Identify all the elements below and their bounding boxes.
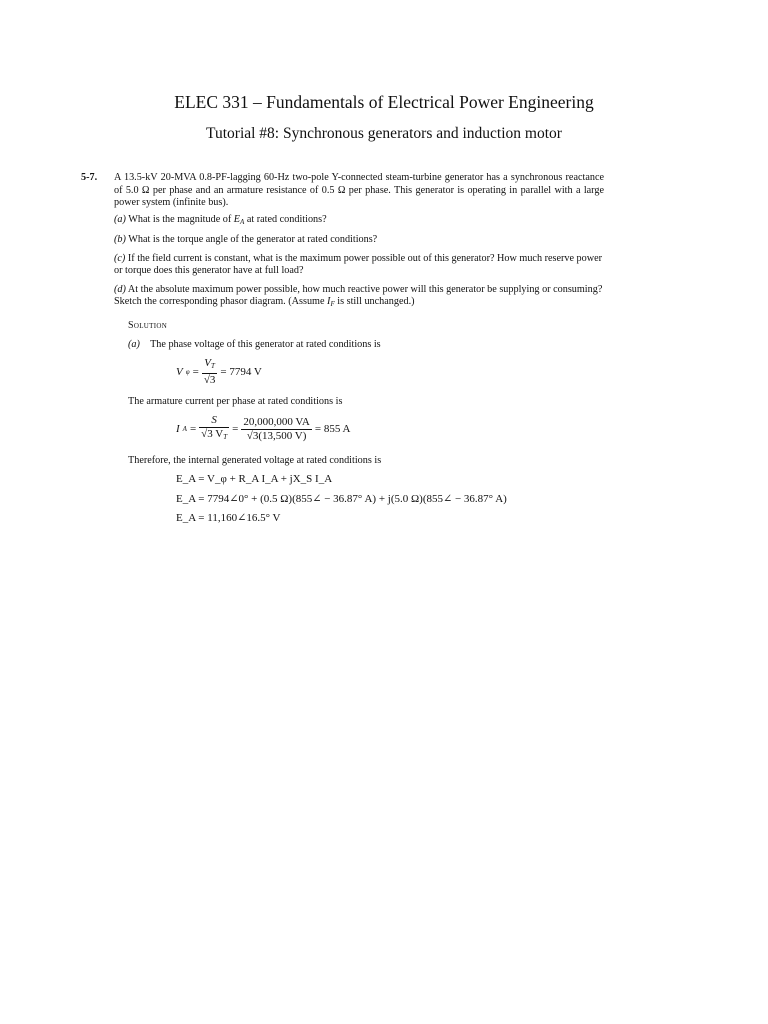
document-title: ELEC 331 – Fundamentals of Electrical Power Engineering (174, 92, 594, 112)
eq2-num2: 20,000,000 VA (243, 415, 310, 428)
solution-a-label: (a) (128, 339, 140, 350)
part-b (114, 234, 604, 247)
eq1-result: = 7794 V (220, 366, 262, 378)
part-a-label: (a) (114, 213, 126, 225)
part-d-label: (d) (114, 283, 126, 295)
part-a-text: What is the magnitude of (128, 213, 232, 225)
problem-statement: A 13.5-kV 20-MVA 0.8-PF-lagging 60-Hz two-pole Y-connected steam-turbine generator has a synchronous reactance of 5.0 Ω per phase and an armature resistance of 0.5 Ω per phase. This generator is operating in parallel with a large power system (infinite bus). (114, 172, 604, 208)
problem-block (81, 172, 604, 317)
part-c (114, 253, 604, 278)
document-subtitle: Tutorial #8: Synchronous generators and induction motor (206, 125, 562, 142)
armature-current-text: The armature current per phase at rated conditions is (128, 396, 343, 407)
eq2-fraction-1 (199, 414, 229, 444)
eq3-line-1: E_A = V_φ + R_A I_A + jX_S I_A (176, 473, 333, 485)
eq3-line-3: E_A = 11,160∠16.5° V (176, 512, 281, 524)
eq1-lhs-sub: φ (185, 368, 190, 376)
part-b-text: What is the torque angle of the generator at rated conditions? (128, 234, 378, 245)
eq2-lhs: I (176, 423, 180, 435)
eq2-den1-sub: T (223, 433, 228, 441)
eq2-den1: √3 V (201, 428, 224, 440)
part-a (114, 214, 604, 229)
part-d-text: At the absolute maximum power possible, how much reactive power will this generator be supplying or consuming? Sketch the corresponding phasor diagram. (Assume (114, 283, 603, 307)
equation-armature-current: I A = $\frac{S}{√3 V_T}$ = $\frac{20,000,000 VA}{√3(13,500 V)}$ = 855 A (176, 414, 350, 444)
solution-heading: Solution (128, 320, 168, 331)
eq1-den: √3 (203, 374, 216, 386)
eq2-fraction-2 (241, 416, 312, 443)
part-d (114, 284, 604, 311)
eq1-num-sub: T (211, 362, 215, 370)
part-b-label: (b) (114, 234, 126, 245)
eq2-lhs-sub: A (182, 425, 187, 433)
part-d-tail: is still unchanged.) (337, 296, 415, 307)
eq1-fraction (202, 357, 218, 387)
part-d-sub: F (330, 300, 335, 308)
part-a-var: E (233, 213, 241, 225)
part-a-tail: at rated conditions? (246, 213, 327, 225)
eq1-num: V (204, 357, 212, 369)
equation-phase-voltage: V φ = $\frac{V_T}{√3}$ = 7794 V (176, 357, 262, 386)
solution-a-line (128, 339, 381, 350)
eq2-den2: √3(13,500 V) (246, 429, 307, 442)
part-d-var: I (327, 296, 331, 307)
therefore-text: Therefore, the internal generated voltage at rated conditions is (128, 455, 382, 466)
eq3-line-2: E_A = 7794∠0° + (0.5 Ω)(855∠ − 36.87° A) + j(5.0 Ω)(855∠ − 36.87° A) (176, 493, 507, 505)
part-a-sub: A (240, 217, 245, 226)
eq2-num1: S (199, 414, 229, 428)
problem-number: 5-7. (81, 172, 98, 183)
eq1-lhs: V (176, 366, 183, 378)
eq2-result: = 855 A (314, 423, 351, 435)
part-c-label: (c) (114, 252, 126, 264)
part-c-text: If the field current is constant, what is the maximum power possible out of this generator? How much reserve power or torque does this generator have at full load? (114, 252, 603, 276)
solution-a-text: The phase voltage of this generator at rated conditions is (150, 339, 381, 350)
